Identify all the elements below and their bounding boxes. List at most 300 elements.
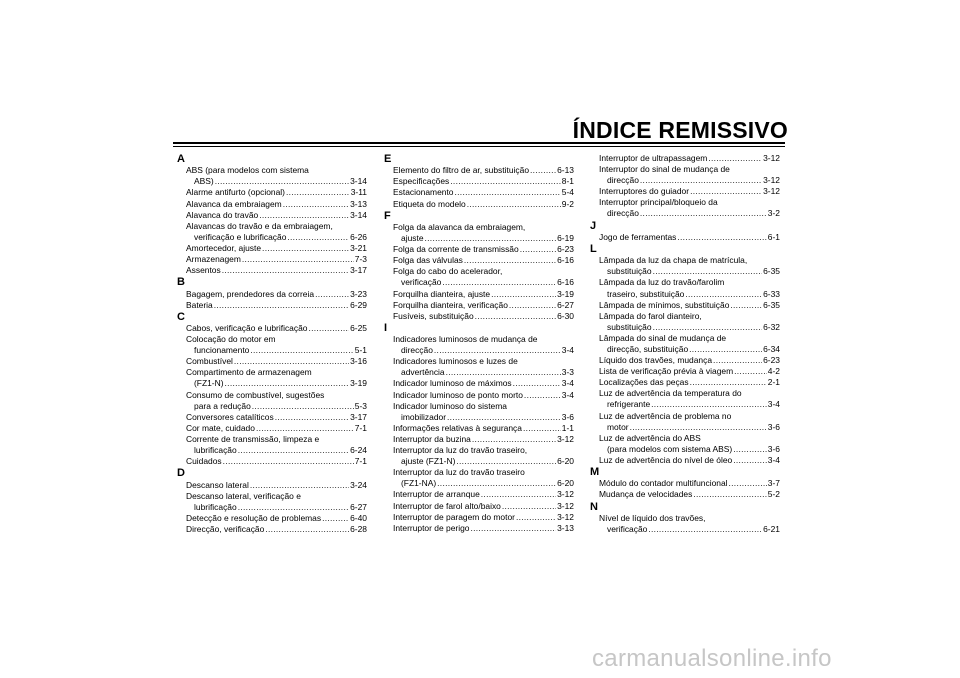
index-letter-heading: I: [384, 321, 388, 334]
index-entry: [590, 300, 780, 311]
index-entry-line: [186, 345, 367, 356]
dot-leader: [524, 390, 561, 401]
index-entry-text: Amortecedor, ajuste: [186, 242, 262, 253]
index-entry: [384, 445, 574, 467]
index-entry-text: Alavancas do travão e da embraiagem,: [186, 220, 333, 231]
title-rule-top: [173, 142, 785, 144]
index-page-number: 7-1: [354, 456, 367, 467]
dot-leader: [733, 444, 767, 455]
index-page-number: 3-3: [561, 367, 574, 378]
index-entry-text: Mudança de velocidades: [599, 489, 693, 500]
index-entry-text: verificação: [401, 277, 442, 288]
dot-leader: [222, 265, 349, 276]
index-entry-text: Folga das válvulas: [393, 255, 463, 266]
index-page-number: 3-14: [350, 209, 367, 220]
index-entry-line: [599, 266, 780, 277]
dot-leader: [250, 480, 349, 491]
index-entry-line: [186, 254, 367, 265]
index-entry: [590, 232, 780, 243]
index-entry-line: [393, 165, 574, 176]
index-entry-line: [186, 210, 367, 221]
index-entry-text: Alavanca do travão: [186, 209, 259, 220]
index-entry-text: Elemento do filtro de ar, substituição: [393, 165, 530, 176]
index-entry-text: Lâmpada do sinal de mudança de: [599, 332, 727, 343]
index-entry-text: motor: [607, 421, 629, 432]
index-entry-line: [393, 378, 574, 389]
index-entry-line: [186, 412, 367, 423]
dot-leader: [472, 434, 556, 445]
index-entry-line: [393, 523, 574, 534]
index-entry-line: [393, 311, 574, 322]
index-entry-text: verificação: [607, 523, 648, 534]
dot-leader: [467, 199, 561, 210]
index-entry-text: traseiro, substituição: [607, 288, 685, 299]
index-entry-line: [599, 478, 780, 489]
index-entry-text: Interruptor de arranque: [393, 489, 480, 500]
index-page-number: 3-6: [561, 411, 574, 422]
index-page-number: 3-4: [767, 454, 780, 465]
index-entry-text: Detecção e resolução de problemas: [186, 512, 322, 523]
dot-leader: [425, 233, 557, 244]
dot-leader: [287, 232, 349, 243]
index-entry-line: [599, 355, 780, 366]
index-entry-line: [599, 399, 780, 410]
index-entry-text: direcção, substituição: [607, 344, 689, 354]
index-entry: [177, 187, 367, 198]
index-entry: [384, 222, 574, 244]
index-page-number: 6-33: [763, 288, 780, 299]
index-entry: [590, 355, 780, 366]
index-entry: [177, 367, 367, 389]
dot-leader: [734, 366, 767, 377]
index-entry: [384, 390, 574, 401]
dot-leader: [286, 187, 350, 198]
index-entry-line: [186, 356, 367, 367]
index-entry-text: refrigerante: [607, 399, 651, 410]
title-rule-bottom: [173, 146, 785, 147]
index-entry-line: [393, 244, 574, 255]
index-entry-text: Luz de advertência de problema no: [599, 410, 732, 421]
index-entry: [590, 333, 780, 355]
index-entry-text: Forquilha dianteira, ajuste: [393, 288, 491, 299]
index-entry-line: [393, 255, 574, 266]
index-entry-text: Descanso lateral: [186, 479, 249, 490]
index-page-number: 3-7: [767, 478, 780, 489]
index-entry: [590, 164, 780, 186]
index-entry-text: Indicadores luminosos de mudança de: [393, 334, 538, 345]
dot-leader: [730, 300, 762, 311]
index-entry: [177, 210, 367, 221]
index-entry-text: Luz de advertência do ABS: [599, 432, 701, 443]
index-page-number: 6-26: [350, 231, 367, 242]
index-entry-line: [186, 265, 367, 276]
index-entry-text: lubrificação: [194, 501, 237, 512]
index-entry: [177, 334, 367, 356]
index-letter-heading: M: [590, 466, 600, 479]
index-letter-heading: C: [177, 310, 185, 323]
index-entry-text: Alarme antifurto (opcional): [186, 187, 285, 198]
dot-leader: [455, 187, 561, 198]
index-page-number: 3-13: [557, 522, 574, 533]
index-entry-text: Folga do cabo do acelerador,: [393, 266, 503, 277]
index-entry: [590, 186, 780, 197]
index-page-number: 3-11: [350, 187, 367, 198]
index-page-number: 1-1: [561, 422, 574, 433]
index-letter-heading: N: [590, 500, 598, 513]
index-entry: [384, 523, 574, 534]
index-entry: [590, 411, 780, 433]
index-entry-text: Cor mate, cuidado: [186, 422, 255, 433]
index-entry-text: Lâmpada de mínimos, substituição: [599, 299, 730, 310]
index-entry-text: Lâmpada da luz da chapa de matrícula,: [599, 255, 748, 266]
watermark-text: carmanualsonline.info: [592, 645, 832, 672]
index-entry-text: Indicador luminoso de máximos: [393, 378, 512, 389]
index-page-number: 7-1: [354, 422, 367, 433]
index-column-2: [384, 153, 574, 534]
index-entry-line: [186, 323, 367, 334]
index-entry: [177, 289, 367, 300]
index-entry-line: [599, 344, 780, 355]
index-letter-heading: L: [590, 242, 597, 255]
index-page-number: 3-12: [557, 433, 574, 444]
index-entry-line: [599, 422, 780, 433]
index-page-number: 5-1: [354, 345, 367, 356]
index-entry: [384, 165, 574, 176]
index-entry-text: Indicador luminoso de ponto morto: [393, 389, 523, 400]
index-page-number: 3-4: [561, 389, 574, 400]
index-entry-text: direcção: [607, 208, 639, 219]
index-entry: [384, 378, 574, 389]
index-entry-line: [186, 423, 367, 434]
index-entry-text: Interruptor da luz do travão traseiro,: [393, 445, 528, 456]
index-entry: [590, 311, 780, 333]
index-column-3: [590, 153, 780, 535]
dot-leader: [442, 277, 556, 288]
index-entry: [177, 221, 367, 243]
index-page-number: 6-28: [350, 523, 367, 534]
index-page-number: 2-1: [767, 377, 780, 388]
index-letter-heading: E: [384, 153, 392, 165]
dot-leader: [513, 378, 561, 389]
index-entry: [177, 243, 367, 254]
index-entry-text: substituição: [607, 266, 652, 277]
dot-leader: [475, 311, 556, 322]
index-page-number: 3-12: [763, 175, 780, 186]
index-entry-text: Líquido dos travões, mudança: [599, 355, 713, 366]
index-entry-text: Interruptor do sinal de mudança de: [599, 164, 730, 175]
index-entry-text: Estacionamento: [393, 187, 454, 198]
dot-leader: [464, 255, 556, 266]
index-entry-line: [186, 445, 367, 456]
index-entry-text: Interruptor principal/bloqueio da: [599, 197, 718, 208]
dot-leader: [491, 289, 556, 300]
index-entry-line: [186, 524, 367, 535]
index-entry: [590, 513, 780, 535]
dot-leader: [242, 254, 354, 265]
index-page-number: 3-6: [767, 421, 780, 432]
index-entry: [177, 165, 367, 187]
dot-leader: [434, 345, 561, 356]
index-entry-text: Cabos, verificação e lubrificação: [186, 323, 308, 334]
index-entry-line: [393, 412, 574, 423]
index-entry-text: Consumo de combustível, sugestões: [186, 389, 325, 400]
index-entry-line: [186, 300, 367, 311]
index-page-number: 5-3: [354, 400, 367, 411]
index-entry-text: Nível de líquido dos travões,: [599, 512, 706, 523]
index-entry: [384, 289, 574, 300]
dot-leader: [252, 401, 354, 412]
index-letter-heading: J: [590, 219, 597, 232]
index-entry-text: Direcção, verificação: [186, 523, 265, 534]
index-entry-line: [599, 489, 780, 500]
index-entry-line: [393, 176, 574, 187]
index-page-number: 6-30: [557, 310, 574, 321]
index-entry: [590, 455, 780, 466]
index-entry-line: [393, 300, 574, 311]
index-entry: [177, 254, 367, 265]
index-entry-text: Localizações das peças: [599, 377, 689, 388]
dot-leader: [275, 412, 349, 423]
dot-leader: [648, 524, 762, 535]
dot-leader: [259, 210, 349, 221]
index-entry: [177, 265, 367, 276]
index-entry: [590, 366, 780, 377]
dot-leader: [690, 377, 767, 388]
dot-leader: [470, 523, 556, 534]
index-entry-line: [599, 153, 780, 164]
index-entry: [177, 524, 367, 535]
index-entry-text: direcção: [607, 175, 639, 186]
index-page-number: 6-23: [763, 355, 780, 366]
index-entry-line: [599, 232, 780, 243]
index-page-number: 6-20: [557, 456, 574, 467]
index-entry-line: [186, 502, 367, 513]
dot-leader: [693, 489, 766, 500]
index-entry-line: [393, 512, 574, 523]
index-page-number: 3-6: [767, 443, 780, 454]
index-entry: [384, 311, 574, 322]
index-entry-line: [599, 186, 780, 197]
index-entry: [177, 423, 367, 434]
index-entry-line: [393, 434, 574, 445]
index-entry-text: Forquilha dianteira, verificação: [393, 299, 508, 310]
index-entry: [384, 401, 574, 423]
dot-leader: [713, 355, 762, 366]
index-entry-text: (FZ1-N): [194, 378, 224, 389]
index-page-number: 6-1: [767, 231, 780, 242]
dot-leader: [677, 232, 766, 243]
dot-leader: [481, 489, 556, 500]
index-entry-text: Lâmpada da luz do travão/farolim: [599, 277, 725, 288]
index-entry-text: Luz de advertência do nível de óleo: [599, 454, 733, 465]
index-entry-text: Especificações: [393, 176, 450, 187]
dot-leader: [265, 524, 349, 535]
index-entry-text: Combustível: [186, 356, 233, 367]
index-page-number: 6-24: [350, 445, 367, 456]
index-entry-text: Assentos: [186, 265, 221, 276]
index-entry: [590, 277, 780, 299]
index-entry-line: [393, 277, 574, 288]
index-entry-text: (para modelos com sistema ABS): [607, 443, 733, 454]
index-entry-text: verificação e lubrificação: [194, 231, 287, 242]
index-entry-line: [393, 456, 574, 467]
dot-leader: [520, 244, 556, 255]
index-entry-text: Cuidados: [186, 456, 222, 467]
index-entry-text: Interruptor da buzina: [393, 433, 471, 444]
index-page-number: 6-27: [350, 501, 367, 512]
index-entry: [590, 377, 780, 388]
index-entry-line: [186, 232, 367, 243]
index-entry-line: [393, 390, 574, 401]
index-page-number: 6-23: [557, 244, 574, 255]
index-entry: [590, 489, 780, 500]
index-entry-line: [393, 489, 574, 500]
index-page-number: 3-14: [350, 176, 367, 187]
index-entry: [177, 199, 367, 210]
index-entry-line: [186, 480, 367, 491]
index-page-number: 6-29: [350, 299, 367, 310]
dot-leader: [234, 356, 349, 367]
index-entry-text: Folga da corrente de transmissão: [393, 244, 519, 255]
index-entry-line: [186, 243, 367, 254]
index-entry-text: Indicador luminoso do sistema: [393, 400, 507, 411]
index-page-number: 3-17: [350, 411, 367, 422]
dot-leader: [690, 186, 762, 197]
index-entry-line: [186, 187, 367, 198]
index-entry-line: [393, 289, 574, 300]
dot-leader: [238, 502, 349, 513]
dot-leader: [446, 367, 561, 378]
index-entry-text: advertência: [401, 367, 445, 378]
index-page-number: 6-13: [557, 165, 574, 176]
index-entry-line: [599, 444, 780, 455]
index-page-number: 3-2: [767, 208, 780, 219]
dot-leader: [437, 478, 556, 489]
index-entry-text: Fusíveis, substituição: [393, 310, 474, 321]
dot-leader: [223, 456, 354, 467]
index-entry-line: [186, 199, 367, 210]
dot-leader: [283, 199, 349, 210]
dot-leader: [640, 175, 762, 186]
index-entry-line: [393, 233, 574, 244]
dot-leader: [262, 243, 349, 254]
index-entry-text: Compartimento de armazenagem: [186, 367, 312, 378]
dot-leader: [509, 300, 556, 311]
index-letter-heading: B: [177, 276, 185, 289]
index-page-number: 5-4: [561, 187, 574, 198]
index-entry-text: direcção: [401, 345, 433, 356]
index-entry: [384, 300, 574, 311]
index-entry: [384, 489, 574, 500]
index-page-number: 3-4: [767, 399, 780, 410]
index-page-number: 5-2: [767, 489, 780, 500]
index-page-number: 6-19: [557, 233, 574, 244]
dot-leader: [651, 399, 767, 410]
index-entry: [590, 433, 780, 455]
index-entry-line: [186, 513, 367, 524]
index-entry-line: [186, 289, 367, 300]
index-entry-text: Luz de advertência da temperatura do: [599, 388, 742, 399]
dot-leader: [653, 266, 763, 277]
dot-leader: [502, 501, 556, 512]
index-page-number: 6-16: [557, 277, 574, 288]
index-page-number: 8-1: [561, 176, 574, 187]
dot-leader: [630, 422, 767, 433]
dot-leader: [456, 456, 556, 467]
dot-leader: [733, 455, 767, 466]
index-entry-line: [599, 524, 780, 535]
dot-leader: [225, 378, 350, 389]
index-entry-text: Alavanca da embraiagem: [186, 198, 282, 209]
index-page-number: 6-35: [763, 299, 780, 310]
index-entry: [384, 334, 574, 356]
index-entry: [384, 255, 574, 266]
index-entry: [590, 153, 780, 164]
dot-leader: [523, 423, 561, 434]
index-entry-line: [599, 377, 780, 388]
index-entry-text: Indicadores luminosos e luzes de: [393, 356, 518, 367]
index-page-number: 3-4: [561, 345, 574, 356]
index-page-number: 3-24: [350, 479, 367, 490]
index-entry-text: imobilizador: [401, 411, 447, 422]
index-entry-text: para a redução: [194, 400, 251, 411]
index-entry-line: [393, 478, 574, 489]
index-entry: [177, 390, 367, 412]
dot-leader: [729, 478, 767, 489]
index-entry-text: Interruptor de ultrapassagem: [599, 153, 708, 163]
index-entry-text: Colocação do motor em: [186, 334, 276, 345]
index-entry-line: [186, 456, 367, 467]
index-entry-line: [186, 401, 367, 412]
index-entry-text: Interruptor de farol alto/baixo: [393, 500, 501, 511]
dot-leader: [215, 176, 349, 187]
dot-leader: [322, 513, 349, 524]
index-entry: [177, 480, 367, 491]
index-entry-line: [599, 175, 780, 186]
dot-leader: [450, 176, 561, 187]
index-page-number: 3-19: [350, 378, 367, 389]
index-entry: [384, 434, 574, 445]
index-letter-heading: F: [384, 209, 391, 222]
dot-leader: [516, 512, 556, 523]
index-entry-text: Corrente de transmissão, limpeza e: [186, 433, 320, 444]
index-entry-text: Descanso lateral, verificação e: [186, 490, 301, 501]
index-page-number: 3-13: [350, 198, 367, 209]
index-letter-heading: A: [177, 153, 185, 165]
index-entry-line: [393, 367, 574, 378]
index-entry-text: Informações relativas à segurança: [393, 422, 522, 433]
index-entry-text: Lâmpada do farol dianteiro,: [599, 310, 702, 321]
index-entry-text: Lista de verificação prévia à viagem: [599, 366, 734, 377]
index-entry: [384, 187, 574, 198]
dot-leader: [308, 323, 349, 334]
dot-leader: [214, 300, 349, 311]
index-entry-text: ABS (para modelos com sistema: [186, 165, 309, 176]
index-entry: [384, 244, 574, 255]
index-entry-line: [599, 366, 780, 377]
index-entry-line: [599, 208, 780, 219]
dot-leader: [250, 345, 353, 356]
index-page-number: 3-21: [350, 242, 367, 253]
index-page-number: 3-12: [557, 500, 574, 511]
index-entry: [384, 501, 574, 512]
index-entry: [384, 176, 574, 187]
index-entry: [590, 197, 780, 219]
index-page-number: 3-17: [350, 265, 367, 276]
index-entry: [177, 300, 367, 311]
index-entry-text: ajuste: [401, 233, 424, 244]
index-entry: [590, 478, 780, 489]
